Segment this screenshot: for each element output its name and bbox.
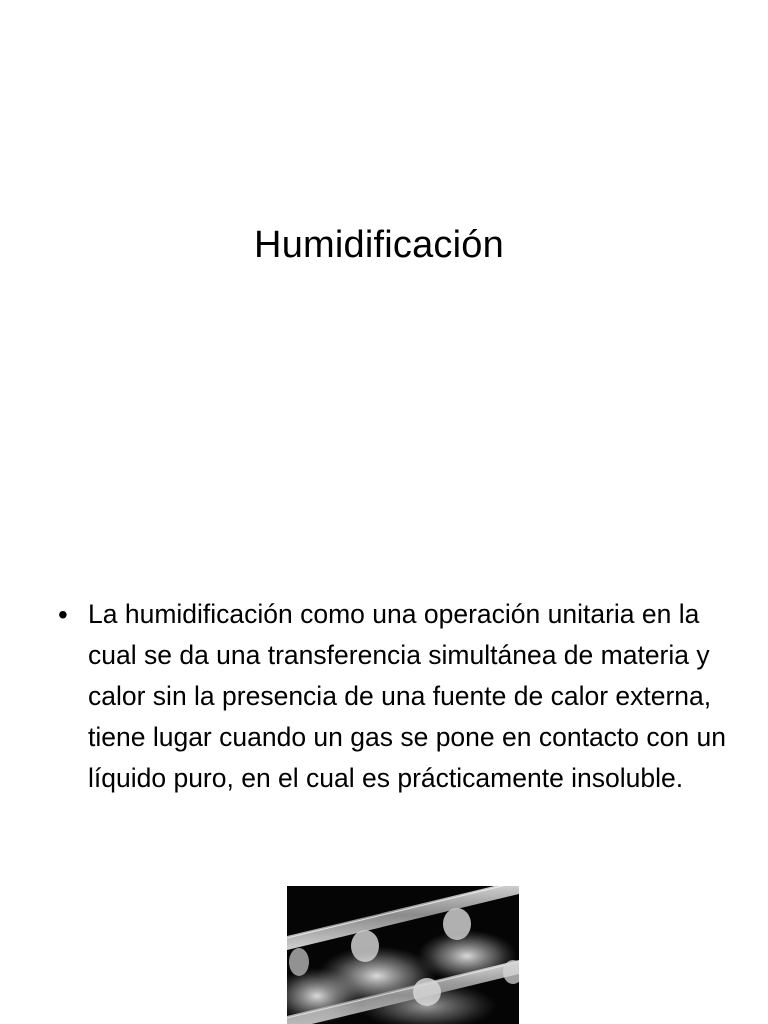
slide-title: Humidificación: [254, 224, 504, 266]
bullet-item-text: La humidificación como una operación unitaria en la cual se da una transferencia simultánea de materia y calor sin la presencia de una fuente de calor externa, tiene lugar cuando un gas se pone en contacto con un líquido puro, en el cual es prácticamente insoluble.: [88, 599, 726, 793]
misting-nozzles-photo: [287, 886, 519, 1024]
bullet-marker: •: [58, 599, 68, 630]
misting-nozzles-illustration: [287, 886, 519, 1024]
